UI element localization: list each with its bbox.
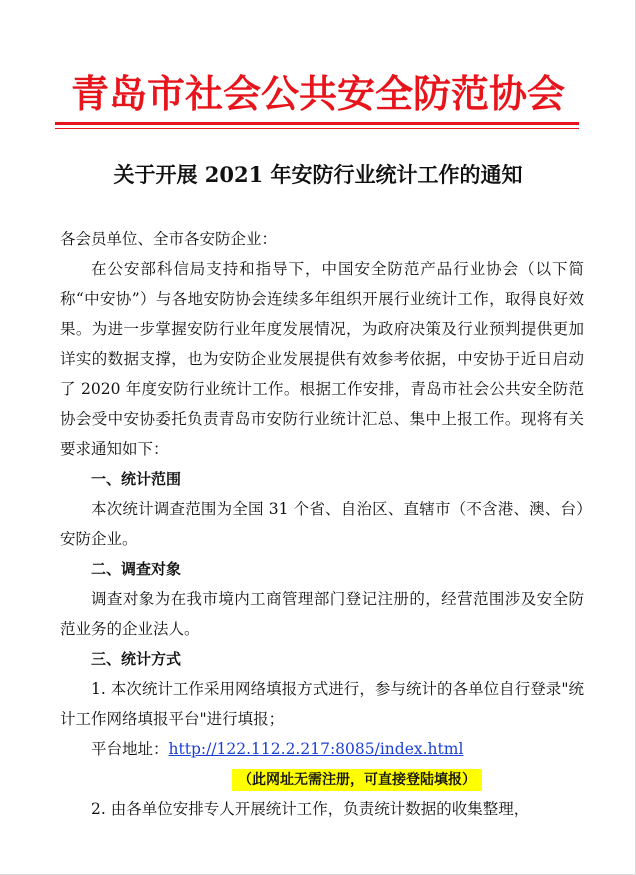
organization-name: 青岛市社会公共安全防范协会 [70,72,565,116]
section3-item2: 2. 由各单位安排专人开展统计工作，负责统计数据的收集整理， [91,800,530,818]
platform-address-line [60,734,584,764]
section1-text: 本次统计调查范围为全国 31 个省、自治区、直辖市（不含港、澳、台）安防企业。 [60,500,584,548]
notice-title: 关于开展 2021 年安防行业统计工作的通知 [113,162,523,187]
intro-paragraph: 在公安部科信局支持和指导下，中国安全防范产品行业协会（以下简称“中安协”）与各地安防协会连续多年组织开展行业统计工作，取得良好效果。为进一步掌握安防行业年度发展情况，为政府决策及行业预判提供更加详实的数据支撑，也为安防企业发展提供有效参考依据，中安协于近日启动了 2020 年度安防行业统计工作。根据工作安排，青岛市社会公共安全防范协会受中安协委托负责青岛市安防行业统计汇总、集中上报工作。现将有关要求通知如下： [60,260,584,458]
highlight-note: （此网址无需注册，可直接登陆填报） [232,769,482,791]
header-rule-thin [55,128,579,129]
section1-heading: 一、统计范围 [91,470,182,488]
section3-item1: 1. 本次统计工作采用网络填报方式进行，参与统计的各单位自行登录"统计工作网络填报平台"进行填报； [60,680,584,728]
section3-heading: 三、统计方式 [91,650,182,668]
section2-text: 调查对象为在我市境内工商管理部门登记注册的，经营范围涉及安全防范业务的企业法人。 [60,590,584,638]
salutation: 各会员单位、全市各安防企业： [60,230,278,248]
platform-label: 平台地址： [91,740,169,758]
notice-body [60,224,584,824]
platform-url-link[interactable]: http://122.112.2.217:8085/index.html [168,740,464,758]
header-rule-thick [55,122,579,125]
section2-heading: 二、调查对象 [91,560,182,578]
highlight-row [60,764,584,794]
